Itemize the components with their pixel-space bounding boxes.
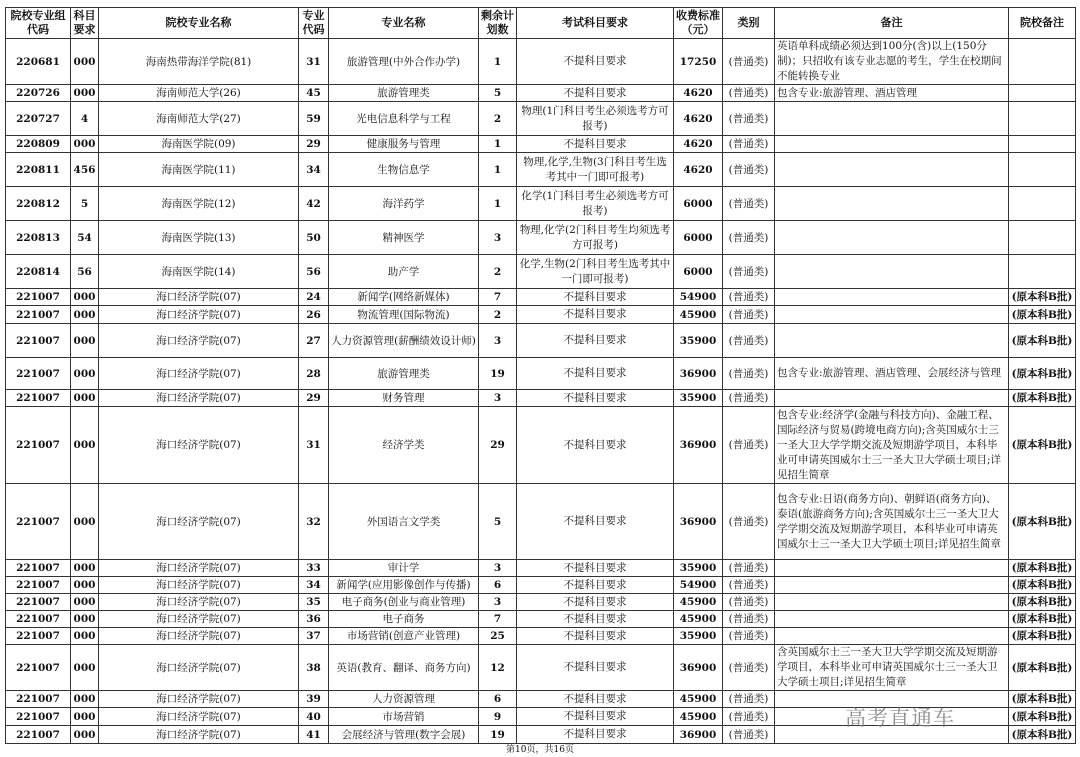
cell-school-name: 海口经济学院(07) — [99, 306, 299, 324]
cell-school-note — [1009, 136, 1076, 153]
cell-subject-req: 000 — [71, 560, 99, 577]
cell-exam-subjects: 不提科目要求 — [517, 390, 674, 407]
cell-major-name: 物流管理(国际物流) — [329, 306, 479, 324]
cell-school-note: (原本科B批) — [1009, 611, 1076, 628]
cell-major-code: 35 — [299, 594, 329, 611]
cell-exam-subjects: 不提科目要求 — [517, 85, 674, 102]
cell-note — [775, 102, 1009, 136]
cell-note — [775, 691, 1009, 708]
cell-group-code: 221007 — [6, 645, 71, 691]
header-school-name: 院校专业名称 — [99, 8, 299, 39]
cell-major-name: 旅游管理(中外合作办学) — [329, 39, 479, 85]
cell-major-code: 26 — [299, 306, 329, 324]
cell-school-name: 海口经济学院(07) — [99, 407, 299, 484]
cell-exam-subjects: 不提科目要求 — [517, 39, 674, 85]
cell-school-name: 海口经济学院(07) — [99, 628, 299, 645]
cell-subject-req: 000 — [71, 645, 99, 691]
cell-note: 包含专业:日语(商务方向)、朝鲜语(商务方向)、泰语(旅游商务方向);含英国威尔士三一圣大卫大学学期交流及短期游学项目，本科毕业可申请英国威尔士三一圣大卫大学硕士项目;详见招生简章 — [775, 484, 1009, 560]
cell-major-name: 财务管理 — [329, 390, 479, 407]
cell-major-code: 40 — [299, 708, 329, 726]
cell-school-note: (原本科B批) — [1009, 645, 1076, 691]
header-fee: 收费标准（元） — [674, 8, 723, 39]
cell-school-name: 海口经济学院(07) — [99, 577, 299, 594]
table-row — [6, 577, 1076, 594]
cell-category: (普通类) — [723, 358, 775, 390]
cell-major-code: 59 — [299, 102, 329, 136]
cell-note: 包含专业:旅游管理、酒店管理 — [775, 85, 1009, 102]
cell-subject-req: 000 — [71, 306, 99, 324]
cell-major-code: 29 — [299, 136, 329, 153]
cell-school-name: 海南医学院(11) — [99, 153, 299, 187]
cell-subject-req: 000 — [71, 407, 99, 484]
cell-exam-subjects: 不提科目要求 — [517, 691, 674, 708]
cell-fee: 6000 — [674, 187, 723, 221]
cell-subject-req: 000 — [71, 611, 99, 628]
cell-category: (普通类) — [723, 255, 775, 289]
cell-exam-subjects: 不提科目要求 — [517, 628, 674, 645]
cell-category: (普通类) — [723, 645, 775, 691]
cell-remaining: 25 — [479, 628, 517, 645]
cell-category: (普通类) — [723, 577, 775, 594]
cell-category: (普通类) — [723, 726, 775, 744]
cell-school-note — [1009, 102, 1076, 136]
table-row — [6, 85, 1076, 102]
cell-note — [775, 628, 1009, 645]
cell-remaining: 1 — [479, 153, 517, 187]
table-row — [6, 484, 1076, 560]
cell-subject-req: 000 — [71, 691, 99, 708]
cell-school-name: 海口经济学院(07) — [99, 611, 299, 628]
cell-subject-req: 000 — [71, 136, 99, 153]
cell-major-name: 市场营销 — [329, 708, 479, 726]
cell-category: (普通类) — [723, 560, 775, 577]
table-row — [6, 221, 1076, 255]
cell-note — [775, 289, 1009, 306]
cell-exam-subjects: 化学,生物(2门科目考生选考其中一门即可报考) — [517, 255, 674, 289]
cell-group-code: 220727 — [6, 102, 71, 136]
cell-fee: 45900 — [674, 611, 723, 628]
cell-school-note: (原本科B批) — [1009, 628, 1076, 645]
cell-category: (普通类) — [723, 390, 775, 407]
cell-group-code: 220681 — [6, 39, 71, 85]
cell-school-name: 海口经济学院(07) — [99, 594, 299, 611]
cell-category: (普通类) — [723, 39, 775, 85]
cell-subject-req: 456 — [71, 153, 99, 187]
table-row — [6, 594, 1076, 611]
cell-school-name: 海口经济学院(07) — [99, 358, 299, 390]
table-row — [6, 306, 1076, 324]
cell-fee: 45900 — [674, 306, 723, 324]
cell-school-note — [1009, 85, 1076, 102]
cell-note — [775, 255, 1009, 289]
cell-major-name: 新闻学(网络新媒体) — [329, 289, 479, 306]
cell-major-code: 28 — [299, 358, 329, 390]
cell-school-note — [1009, 39, 1076, 85]
cell-fee: 35900 — [674, 324, 723, 358]
cell-subject-req: 000 — [71, 708, 99, 726]
cell-fee: 4620 — [674, 102, 723, 136]
cell-school-note: (原本科B批) — [1009, 407, 1076, 484]
cell-remaining: 5 — [479, 85, 517, 102]
cell-group-code: 221007 — [6, 289, 71, 306]
cell-exam-subjects: 不提科目要求 — [517, 484, 674, 560]
cell-exam-subjects: 不提科目要求 — [517, 136, 674, 153]
cell-subject-req: 4 — [71, 102, 99, 136]
cell-school-note: (原本科B批) — [1009, 306, 1076, 324]
cell-remaining: 3 — [479, 390, 517, 407]
cell-subject-req: 000 — [71, 324, 99, 358]
cell-school-name: 海南医学院(09) — [99, 136, 299, 153]
cell-group-code: 221007 — [6, 577, 71, 594]
cell-school-note — [1009, 221, 1076, 255]
cell-category: (普通类) — [723, 102, 775, 136]
cell-note — [775, 136, 1009, 153]
table-row — [6, 358, 1076, 390]
cell-major-code: 45 — [299, 85, 329, 102]
cell-major-name: 旅游管理类 — [329, 85, 479, 102]
cell-major-name: 健康服务与管理 — [329, 136, 479, 153]
watermark: 高考直通车 — [845, 706, 955, 730]
cell-remaining: 9 — [479, 708, 517, 726]
cell-fee: 36900 — [674, 726, 723, 744]
cell-note — [775, 577, 1009, 594]
cell-remaining: 3 — [479, 560, 517, 577]
table-row — [6, 255, 1076, 289]
cell-exam-subjects: 不提科目要求 — [517, 708, 674, 726]
cell-exam-subjects: 不提科目要求 — [517, 289, 674, 306]
cell-exam-subjects: 不提科目要求 — [517, 324, 674, 358]
cell-category: (普通类) — [723, 289, 775, 306]
cell-major-code: 39 — [299, 691, 329, 708]
cell-major-code: 24 — [299, 289, 329, 306]
cell-subject-req: 000 — [71, 358, 99, 390]
cell-major-code: 34 — [299, 153, 329, 187]
table-row — [6, 645, 1076, 691]
cell-remaining: 7 — [479, 289, 517, 306]
cell-category: (普通类) — [723, 594, 775, 611]
cell-school-name: 海南医学院(13) — [99, 221, 299, 255]
cell-remaining: 2 — [479, 255, 517, 289]
cell-category: (普通类) — [723, 85, 775, 102]
cell-school-name: 海南医学院(14) — [99, 255, 299, 289]
cell-group-code: 221007 — [6, 611, 71, 628]
cell-category: (普通类) — [723, 153, 775, 187]
cell-school-name: 海口经济学院(07) — [99, 324, 299, 358]
cell-fee: 4620 — [674, 85, 723, 102]
cell-fee: 36900 — [674, 484, 723, 560]
table-row — [6, 560, 1076, 577]
cell-note — [775, 187, 1009, 221]
cell-category: (普通类) — [723, 306, 775, 324]
cell-exam-subjects: 不提科目要求 — [517, 577, 674, 594]
table-row — [6, 39, 1076, 85]
header-school-note: 院校备注 — [1009, 8, 1076, 39]
cell-note: 英语单科成绩必须达到100分(含)以上(150分制)；只招收有该专业志愿的考生，学生在校期间不能转换专业 — [775, 39, 1009, 85]
table-row — [6, 153, 1076, 187]
cell-exam-subjects: 物理,化学(2门科目考生均须选考方可报考) — [517, 221, 674, 255]
header-category: 类别 — [723, 8, 775, 39]
cell-school-name: 海南热带海洋学院(81) — [99, 39, 299, 85]
table-row — [6, 187, 1076, 221]
cell-remaining: 6 — [479, 577, 517, 594]
header-group-code: 院校专业组代码 — [6, 8, 71, 39]
cell-subject-req: 56 — [71, 255, 99, 289]
cell-exam-subjects: 不提科目要求 — [517, 645, 674, 691]
cell-subject-req: 5 — [71, 187, 99, 221]
cell-remaining: 3 — [479, 324, 517, 358]
cell-major-code: 50 — [299, 221, 329, 255]
cell-major-code: 33 — [299, 560, 329, 577]
cell-remaining: 1 — [479, 39, 517, 85]
cell-group-code: 220811 — [6, 153, 71, 187]
cell-remaining: 3 — [479, 594, 517, 611]
cell-subject-req: 000 — [71, 628, 99, 645]
cell-exam-subjects: 不提科目要求 — [517, 560, 674, 577]
cell-remaining: 2 — [479, 306, 517, 324]
cell-category: (普通类) — [723, 691, 775, 708]
cell-major-name: 光电信息科学与工程 — [329, 102, 479, 136]
cell-exam-subjects: 不提科目要求 — [517, 611, 674, 628]
table-row — [6, 628, 1076, 645]
cell-category: (普通类) — [723, 708, 775, 726]
header-remaining: 剩余计划数 — [479, 8, 517, 39]
cell-school-note: (原本科B批) — [1009, 324, 1076, 358]
cell-group-code: 221007 — [6, 407, 71, 484]
cell-school-note: (原本科B批) — [1009, 289, 1076, 306]
cell-subject-req: 000 — [71, 726, 99, 744]
cell-school-note — [1009, 187, 1076, 221]
cell-fee: 6000 — [674, 221, 723, 255]
cell-exam-subjects: 不提科目要求 — [517, 358, 674, 390]
header-major-code: 专业代码 — [299, 8, 329, 39]
cell-major-name: 人力资源管理 — [329, 691, 479, 708]
cell-exam-subjects: 不提科目要求 — [517, 594, 674, 611]
cell-remaining: 1 — [479, 187, 517, 221]
cell-fee: 36900 — [674, 645, 723, 691]
cell-major-name: 会展经济与管理(数字会展) — [329, 726, 479, 744]
cell-school-name: 海口经济学院(07) — [99, 289, 299, 306]
admission-plan-table — [5, 7, 1076, 744]
cell-subject-req: 000 — [71, 85, 99, 102]
cell-note — [775, 594, 1009, 611]
cell-school-name: 海南师范大学(27) — [99, 102, 299, 136]
cell-subject-req: 000 — [71, 39, 99, 85]
cell-school-note: (原本科B批) — [1009, 594, 1076, 611]
cell-major-name: 经济学类 — [329, 407, 479, 484]
cell-fee: 45900 — [674, 708, 723, 726]
cell-major-name: 旅游管理类 — [329, 358, 479, 390]
cell-school-name: 海口经济学院(07) — [99, 484, 299, 560]
cell-school-name: 海南师范大学(26) — [99, 85, 299, 102]
cell-category: (普通类) — [723, 187, 775, 221]
cell-remaining: 12 — [479, 645, 517, 691]
cell-major-name: 电子商务(创业与商业管理) — [329, 594, 479, 611]
cell-category: (普通类) — [723, 136, 775, 153]
cell-school-note — [1009, 255, 1076, 289]
cell-subject-req: 000 — [71, 289, 99, 306]
cell-school-note: (原本科B批) — [1009, 560, 1076, 577]
header-note: 备注 — [775, 8, 1009, 39]
cell-school-name: 海口经济学院(07) — [99, 691, 299, 708]
cell-group-code: 220813 — [6, 221, 71, 255]
header-subject-req: 科目要求 — [71, 8, 99, 39]
cell-group-code: 221007 — [6, 691, 71, 708]
cell-group-code: 221007 — [6, 708, 71, 726]
cell-school-note: (原本科B批) — [1009, 577, 1076, 594]
cell-exam-subjects: 物理(1门科目考生必须选考方可报考) — [517, 102, 674, 136]
cell-major-code: 56 — [299, 255, 329, 289]
cell-group-code: 221007 — [6, 390, 71, 407]
table-row — [6, 324, 1076, 358]
cell-group-code: 221007 — [6, 484, 71, 560]
header-major-name: 专业名称 — [329, 8, 479, 39]
cell-major-code: 27 — [299, 324, 329, 358]
cell-school-note: (原本科B批) — [1009, 726, 1076, 744]
cell-major-code: 36 — [299, 611, 329, 628]
cell-major-name: 市场营销(创意产业管理) — [329, 628, 479, 645]
cell-group-code: 220809 — [6, 136, 71, 153]
cell-major-code: 37 — [299, 628, 329, 645]
cell-school-note: (原本科B批) — [1009, 691, 1076, 708]
cell-group-code: 221007 — [6, 594, 71, 611]
cell-fee: 35900 — [674, 390, 723, 407]
cell-major-name: 海洋药学 — [329, 187, 479, 221]
cell-school-note: (原本科B批) — [1009, 708, 1076, 726]
cell-remaining: 29 — [479, 407, 517, 484]
page-footer: 第10页，共16页 — [506, 745, 574, 755]
cell-remaining: 6 — [479, 691, 517, 708]
cell-category: (普通类) — [723, 221, 775, 255]
cell-fee: 4620 — [674, 136, 723, 153]
cell-fee: 45900 — [674, 594, 723, 611]
cell-subject-req: 000 — [71, 390, 99, 407]
cell-major-code: 31 — [299, 39, 329, 85]
cell-exam-subjects: 不提科目要求 — [517, 726, 674, 744]
cell-remaining: 5 — [479, 484, 517, 560]
cell-exam-subjects: 不提科目要求 — [517, 306, 674, 324]
cell-remaining: 1 — [479, 136, 517, 153]
cell-school-note: (原本科B批) — [1009, 358, 1076, 390]
cell-note — [775, 306, 1009, 324]
table-row — [6, 691, 1076, 708]
cell-school-note — [1009, 153, 1076, 187]
cell-major-name: 新闻学(应用影像创作与传播) — [329, 577, 479, 594]
cell-school-name: 海口经济学院(07) — [99, 708, 299, 726]
cell-school-name: 海口经济学院(07) — [99, 645, 299, 691]
cell-school-name: 海口经济学院(07) — [99, 560, 299, 577]
cell-fee: 36900 — [674, 407, 723, 484]
cell-group-code: 220812 — [6, 187, 71, 221]
cell-major-code: 32 — [299, 484, 329, 560]
cell-group-code: 221007 — [6, 560, 71, 577]
table-row — [6, 136, 1076, 153]
header-exam-subjects: 考试科目要求 — [517, 8, 674, 39]
table-row — [6, 611, 1076, 628]
cell-subject-req: 000 — [71, 594, 99, 611]
cell-exam-subjects: 物理,化学,生物(3门科目考生选考其中一门即可报考) — [517, 153, 674, 187]
cell-group-code: 221007 — [6, 306, 71, 324]
cell-major-code: 41 — [299, 726, 329, 744]
cell-note: 包含专业:经济学(金融与科技方向)、金融工程、国际经济与贸易(跨境电商方向);含英国威尔士三一圣大卫大学学期交流及短期游学项目，本科毕业可申请英国威尔士三一圣大卫大学硕士项目;详见招生简章 — [775, 407, 1009, 484]
cell-major-name: 审计学 — [329, 560, 479, 577]
cell-remaining: 2 — [479, 102, 517, 136]
cell-category: (普通类) — [723, 324, 775, 358]
cell-note — [775, 324, 1009, 358]
cell-note — [775, 560, 1009, 577]
cell-remaining: 19 — [479, 726, 517, 744]
cell-note — [775, 390, 1009, 407]
cell-school-name: 海南医学院(12) — [99, 187, 299, 221]
cell-group-code: 220814 — [6, 255, 71, 289]
cell-major-code: 38 — [299, 645, 329, 691]
cell-remaining: 7 — [479, 611, 517, 628]
cell-group-code: 221007 — [6, 628, 71, 645]
cell-major-code: 31 — [299, 407, 329, 484]
cell-fee: 6000 — [674, 255, 723, 289]
cell-fee: 54900 — [674, 289, 723, 306]
cell-note — [775, 221, 1009, 255]
cell-school-name: 海口经济学院(07) — [99, 726, 299, 744]
cell-major-name: 英语(教育、翻译、商务方向) — [329, 645, 479, 691]
cell-major-name: 精神医学 — [329, 221, 479, 255]
cell-fee: 4620 — [674, 153, 723, 187]
cell-category: (普通类) — [723, 628, 775, 645]
table-header-row — [6, 8, 1076, 39]
cell-major-name: 人力资源管理(薪酬绩效设计师) — [329, 324, 479, 358]
cell-subject-req: 000 — [71, 577, 99, 594]
cell-fee: 35900 — [674, 628, 723, 645]
cell-category: (普通类) — [723, 407, 775, 484]
table-row — [6, 289, 1076, 306]
cell-fee: 54900 — [674, 577, 723, 594]
cell-note: 包含专业:旅游管理、酒店管理、会展经济与管理 — [775, 358, 1009, 390]
cell-major-name: 外国语言文学类 — [329, 484, 479, 560]
cell-note — [775, 153, 1009, 187]
cell-school-note: (原本科B批) — [1009, 484, 1076, 560]
cell-subject-req: 000 — [71, 484, 99, 560]
cell-group-code: 221007 — [6, 324, 71, 358]
cell-note: 含英国威尔士三一圣大卫大学学期交流及短期游学项目，本科毕业可申请英国威尔士三一圣大卫大学硕士项目;详见招生简章 — [775, 645, 1009, 691]
cell-group-code: 220726 — [6, 85, 71, 102]
table-row — [6, 407, 1076, 484]
cell-school-name: 海口经济学院(07) — [99, 390, 299, 407]
cell-category: (普通类) — [723, 611, 775, 628]
cell-school-note: (原本科B批) — [1009, 390, 1076, 407]
cell-group-code: 221007 — [6, 358, 71, 390]
cell-remaining: 3 — [479, 221, 517, 255]
cell-major-name: 生物信息学 — [329, 153, 479, 187]
cell-major-name: 助产学 — [329, 255, 479, 289]
cell-fee: 17250 — [674, 39, 723, 85]
cell-subject-req: 54 — [71, 221, 99, 255]
cell-exam-subjects: 化学(1门科目考生必须选考方可报考) — [517, 187, 674, 221]
cell-exam-subjects: 不提科目要求 — [517, 407, 674, 484]
cell-remaining: 19 — [479, 358, 517, 390]
cell-major-name: 电子商务 — [329, 611, 479, 628]
table-row — [6, 102, 1076, 136]
cell-fee: 35900 — [674, 560, 723, 577]
cell-major-code: 29 — [299, 390, 329, 407]
cell-category: (普通类) — [723, 484, 775, 560]
cell-note — [775, 611, 1009, 628]
cell-major-code: 42 — [299, 187, 329, 221]
cell-group-code: 221007 — [6, 726, 71, 744]
cell-fee: 45900 — [674, 691, 723, 708]
cell-major-code: 34 — [299, 577, 329, 594]
table-row — [6, 390, 1076, 407]
cell-fee: 36900 — [674, 358, 723, 390]
